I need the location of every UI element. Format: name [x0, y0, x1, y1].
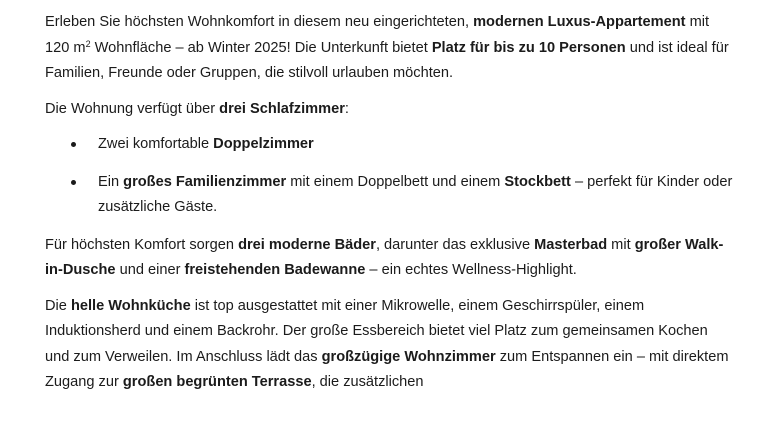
- text: mit einem Doppelbett und einem: [286, 173, 505, 190]
- text: :: [344, 100, 349, 117]
- bold-text: drei moderne Bäder: [238, 236, 376, 253]
- bedroom-list: [45, 132, 735, 221]
- paragraph-intro: [45, 10, 735, 87]
- bullet-icon: [71, 142, 76, 147]
- bold-text: Platz für bis zu 10 Personen: [431, 39, 626, 56]
- superscript: 2: [85, 38, 91, 49]
- paragraph-bathrooms: [45, 233, 735, 284]
- text: Zwei komfortable: [98, 136, 214, 152]
- document-body: [45, 10, 735, 406]
- bold-text: helle Wohnküche: [70, 297, 191, 314]
- bold-text: modernen Luxus-Appartement: [473, 14, 686, 30]
- bullet-icon: [71, 180, 76, 185]
- bold-text: freistehenden Badewanne: [184, 262, 366, 278]
- text: Ein: [98, 173, 124, 190]
- text: – ein echtes Wellness-Highlight.: [365, 262, 577, 278]
- text: mit: [607, 236, 635, 253]
- bold-text: großen begrünten Terrasse: [122, 374, 312, 390]
- bold-text: drei Schlafzimmer: [219, 100, 345, 117]
- paragraph-kitchen: [45, 294, 735, 396]
- bold-text: großes Familienzimmer: [123, 173, 287, 190]
- text: und ist ideal für Familien, Freunde oder Gruppen, die stilvoll urlauben möchten.: [45, 39, 729, 81]
- text: Erleben Sie höchsten Wohnkomfort in diesem neu eingerichteten,: [45, 14, 474, 30]
- paragraph-bedrooms: [45, 97, 735, 123]
- text: Wohnfläche – ab Winter 2025! Die Unterkunft bietet: [90, 39, 432, 56]
- bold-text: großzügige Wohnzimmer: [321, 348, 496, 365]
- bold-text: großer Walk-in-Dusche: [45, 236, 724, 278]
- text: zum Entspannen ein – mit direktem Zugang zur: [45, 348, 729, 390]
- bold-text: Doppelzimmer: [213, 136, 314, 152]
- bold-text: Stockbett: [504, 173, 571, 190]
- text: ist top ausgestattet mit einer Mikrowelle, einem Geschirrspüler, einem Induktionsherd und einem Backrohr. Der große Essbereich bietet viel Platz zum gemeinsamen Kochen und zum Verweilen. Im Anschluss lädt das: [45, 297, 708, 365]
- text: , die zusätzlichen: [311, 374, 424, 390]
- text: , darunter das exklusive: [375, 236, 535, 253]
- text: Die Wohnung verfügt über: [45, 100, 220, 117]
- text: mit 120 m: [45, 14, 710, 56]
- text: Die: [45, 297, 71, 314]
- text: – perfekt für Kinder oder zusätzliche Gäste.: [98, 173, 733, 215]
- text: und einer: [115, 262, 185, 278]
- bold-text: Masterbad: [534, 236, 608, 253]
- list-item: [45, 132, 735, 158]
- text: Für höchsten Komfort sorgen: [45, 236, 239, 253]
- list-item: [45, 170, 735, 221]
